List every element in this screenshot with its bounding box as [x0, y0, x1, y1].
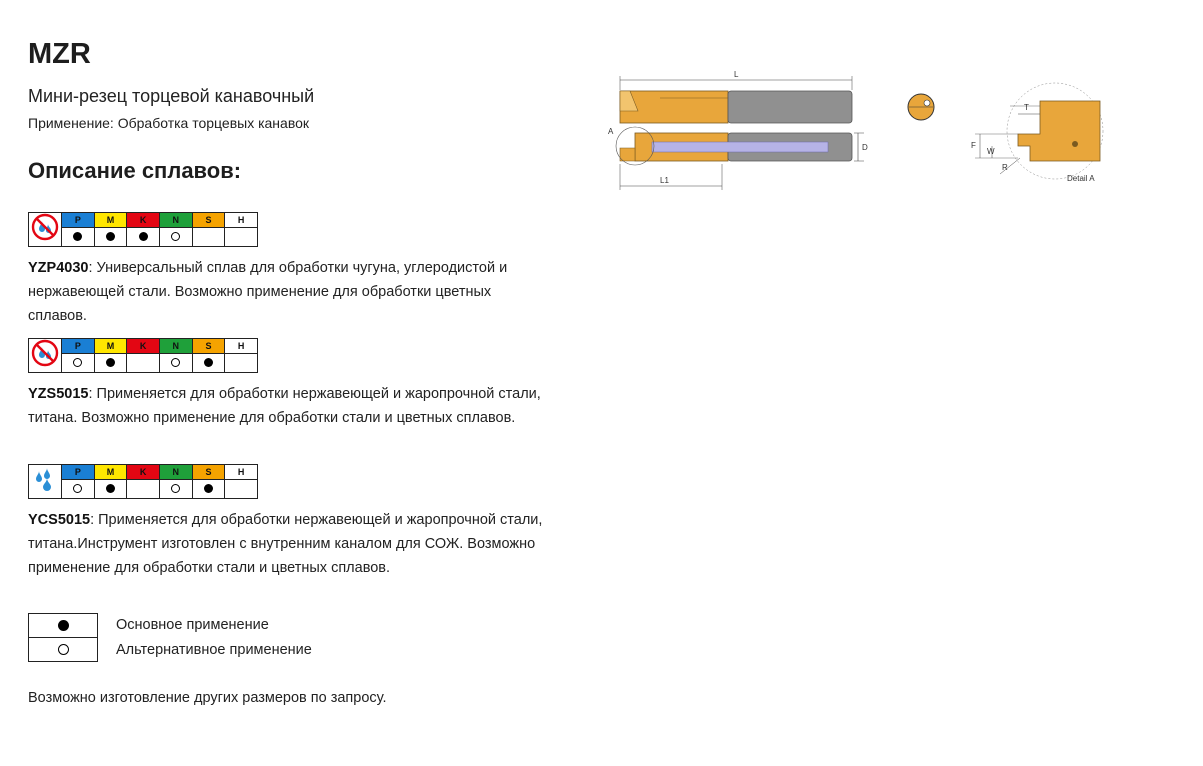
grade-code: YZS5015 — [28, 386, 89, 402]
mark-cell — [94, 354, 127, 373]
dim-L1-label: L1 — [660, 176, 669, 185]
alternative-dot-icon — [58, 644, 69, 655]
material-group-n: N — [159, 339, 192, 354]
legend-alternative-cell — [29, 638, 98, 662]
grade-text: : Применяется для обработки нержавеющей и жаропрочной стали, титана. Возможно применение для обработки стали и цветных сплавов. — [28, 386, 541, 426]
mark-cell — [225, 354, 258, 373]
dim-T-label: T — [1024, 103, 1029, 112]
grade-description-yzs5015 — [28, 382, 543, 430]
primary-dot-icon — [106, 358, 115, 367]
material-group-k: K — [127, 465, 160, 480]
grade-code: YZP4030 — [28, 260, 89, 276]
grade-description-yzp4030 — [28, 256, 543, 328]
primary-dot-icon — [139, 232, 148, 241]
material-group-s: S — [192, 339, 225, 354]
mark-cell — [94, 228, 127, 247]
material-group-n: N — [159, 213, 192, 228]
application-text: Применение: Обработка торцевых канавок — [28, 115, 310, 131]
page-title: MZR — [28, 38, 91, 70]
primary-dot-icon — [58, 620, 69, 631]
material-group-p: P — [62, 465, 95, 480]
mark-cell — [159, 480, 192, 499]
dim-W-label: W — [987, 147, 995, 156]
grade-code: YCS5015 — [28, 512, 91, 528]
primary-dot-icon — [106, 232, 115, 241]
tool-top-view — [620, 91, 852, 123]
mark-cell — [192, 480, 225, 499]
mark-cell — [62, 480, 95, 499]
product-subtitle: Мини-резец торцевой канавочный — [28, 86, 315, 106]
mark-cell — [159, 354, 192, 373]
material-group-m: M — [94, 339, 127, 354]
grade-text: : Применяется для обработки нержавеющей и жаропрочной стали, титана.Инструмент изготовлен с внутренним каналом для СОЖ. Возможно применение для обработки стали и цветных сплавов. — [28, 512, 543, 576]
material-group-s: S — [192, 465, 225, 480]
material-group-m: M — [94, 465, 127, 480]
primary-dot-icon — [204, 358, 213, 367]
mark-cell — [62, 354, 95, 373]
primary-dot-icon — [73, 232, 82, 241]
mark-cell — [192, 354, 225, 373]
mark-cell — [127, 354, 160, 373]
tool-end-view — [908, 94, 934, 120]
tool-drawing — [600, 66, 1140, 196]
mark-cell — [62, 228, 95, 247]
alternative-dot-icon — [73, 358, 82, 367]
mark-cell — [225, 480, 258, 499]
alternative-dot-icon — [171, 484, 180, 493]
coolant-icon — [29, 465, 62, 499]
alternative-dot-icon — [73, 484, 82, 493]
mark-cell — [94, 480, 127, 499]
mark-cell — [127, 480, 160, 499]
material-group-k: K — [127, 213, 160, 228]
alloys-heading: Описание сплавов: — [28, 158, 242, 183]
mark-cell — [192, 228, 225, 247]
detail-A-marker: A — [608, 127, 614, 136]
material-table-yzs5015 — [28, 338, 258, 373]
legend-primary-cell — [29, 614, 98, 638]
mark-cell — [159, 228, 192, 247]
material-group-h: H — [225, 465, 258, 480]
material-group-n: N — [159, 465, 192, 480]
material-group-s: S — [192, 213, 225, 228]
legend-primary-label: Основное применение — [116, 617, 269, 633]
material-group-h: H — [225, 213, 258, 228]
dim-L-label: L — [734, 70, 739, 79]
dim-D-label: D — [862, 143, 868, 152]
material-group-h: H — [225, 339, 258, 354]
grade-text: : Универсальный сплав для обработки чугуна, углеродистой и нержавеющей стали. Возможно применение для обработки цветных сплавов. — [28, 260, 508, 324]
primary-dot-icon — [204, 484, 213, 493]
detail-A-caption: Detail A — [1067, 174, 1095, 183]
material-group-p: P — [62, 213, 95, 228]
mark-cell — [127, 228, 160, 247]
legend-table — [28, 613, 98, 662]
material-table-yzp4030 — [28, 212, 258, 247]
material-group-p: P — [62, 339, 95, 354]
primary-dot-icon — [106, 484, 115, 493]
no-coolant-icon — [29, 339, 62, 373]
alternative-dot-icon — [171, 232, 180, 241]
dim-F-label: F — [971, 141, 976, 150]
legend-alternative-label: Альтернативное применение — [116, 642, 312, 658]
dim-R-label: R — [1002, 163, 1008, 172]
alternative-dot-icon — [171, 358, 180, 367]
material-group-k: K — [127, 339, 160, 354]
material-group-m: M — [94, 213, 127, 228]
no-coolant-icon — [29, 213, 62, 247]
tool-side-view — [616, 127, 852, 165]
mark-cell — [225, 228, 258, 247]
grade-description-ycs5015 — [28, 508, 543, 580]
detail-A-view — [975, 83, 1103, 179]
material-table-ycs5015 — [28, 464, 258, 499]
footer-note: Возможно изготовление других размеров по запросу. — [28, 690, 387, 706]
